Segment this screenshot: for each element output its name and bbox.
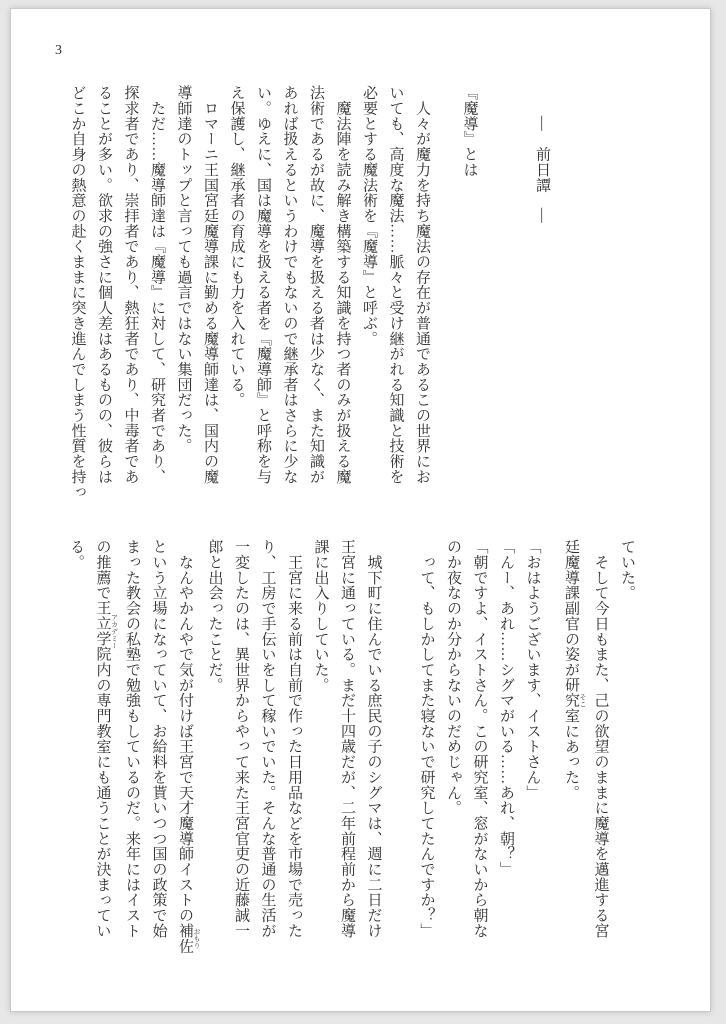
text-column: 必要とする魔法術を『魔導』と呼ぶ。 xyxy=(361,85,377,346)
text-column: 王宮に通っている。まだ十四歳だが、二年前程前から魔導 xyxy=(339,539,355,939)
text-column: 「朝ですよ、イストさん。この研究室、窓がないから朝な xyxy=(471,539,488,939)
text-column: 導師達のトップと言っても過言ではない集団だった。 xyxy=(175,85,192,454)
text-column: 法術であるが故に、魔導を扱える者は少なく、また知識が xyxy=(308,85,324,485)
text-column xyxy=(387,539,414,959)
top-text-block xyxy=(64,85,555,505)
text-column: ただ……魔導師達は『魔導』に対して、研究者であり、 xyxy=(149,85,165,485)
text-column: って、もしかしてまた寝ないで研究してたんですか？」 xyxy=(418,539,435,939)
text-column: そして今日もまた、己の欲望のままに魔導を邁進する宮 xyxy=(592,539,609,939)
furigana-annotated-word: 王立学院 アカデミー xyxy=(94,600,119,662)
text-column: 郎と出会ったことだ。 xyxy=(206,539,223,693)
text-column: 王宮に来る前は自前で作った日用品などを市場で売った xyxy=(286,539,302,939)
text-column: なんやかんやで気が付けば王宮で天才魔導師イストの補佐 おもり xyxy=(177,539,201,954)
chapter-title: ― 前日譚 ― xyxy=(534,85,550,224)
text-column: ていた。 xyxy=(619,539,635,601)
text-column: る。 xyxy=(68,539,84,570)
book-page xyxy=(10,8,711,1012)
text-column: 一変したのは、異世界からやって来た王宮官吏の近藤誠一 xyxy=(233,539,249,939)
text-column: という立場になっていて、お給料を貰いつつ国の政策で始 xyxy=(150,539,167,939)
text-column: いても、高度な魔法……脈々と受け継がれる知識と技術を xyxy=(387,85,404,485)
furigana-annotated-word: 研究室 そこ xyxy=(563,677,587,724)
text-column: の推薦で王立学院 アカデミー内の専門教室にも通うことが決まってい xyxy=(94,539,119,939)
text-column: い。ゆえに、国は魔導を扱える者を『魔導師』と呼称を与 xyxy=(255,85,271,485)
text-column: 「おはようございます、イストさん」 xyxy=(524,539,541,800)
text-column: あれば扱えるというわけでもないので継承者はさらに少な xyxy=(281,85,298,485)
text-column: 課に出入りしていた。 xyxy=(312,539,329,693)
text-column: 廷魔導課副官の姿が研究室 そこにあった。 xyxy=(563,539,587,800)
text-column: ロマーニ王国宮廷魔導課に勤める魔導師達は、国内の魔 xyxy=(202,85,218,485)
section-heading: 『魔導』とは xyxy=(461,85,478,178)
text-column: 人々が魔力を持ち魔法の存在が普通であるこの世界にお xyxy=(414,85,430,485)
text-column: まった教会の私塾で勉強もしているのだ。来年にはイスト xyxy=(124,539,140,939)
page-number: 3 xyxy=(55,43,62,58)
furigana-annotated-word: 補佐 おもり xyxy=(177,922,201,954)
text-column: 「んー、あれ……シグマがいる……あれ、朝？」 xyxy=(498,539,514,877)
text-column: 探求者であり、崇拝者であり、熱狂者であり、中毒者であ xyxy=(122,85,139,485)
text-column: ることが多い。欲求の強さに個人差はあるものの、彼らは xyxy=(96,85,112,485)
text-column: え保護し、継承者の育成にも力を入れている。 xyxy=(228,85,245,408)
text-column: どこか自身の熱意の赴くままに突き進んでしまう性質を持っ xyxy=(69,85,86,500)
text-column: のか夜なのか分からないのだめじゃん。 xyxy=(445,539,461,816)
text-column: 魔法陣を読み解き構築する知識を持つ者のみが扱える魔 xyxy=(334,85,351,485)
text-column: 城下町に住んでいる庶民の子のシグマは、週に二日だけ xyxy=(365,539,382,939)
text-column: り、工房で手伝いをして稼いでいた。そんな普通の生活が xyxy=(259,539,276,939)
bottom-text-block xyxy=(63,539,641,959)
